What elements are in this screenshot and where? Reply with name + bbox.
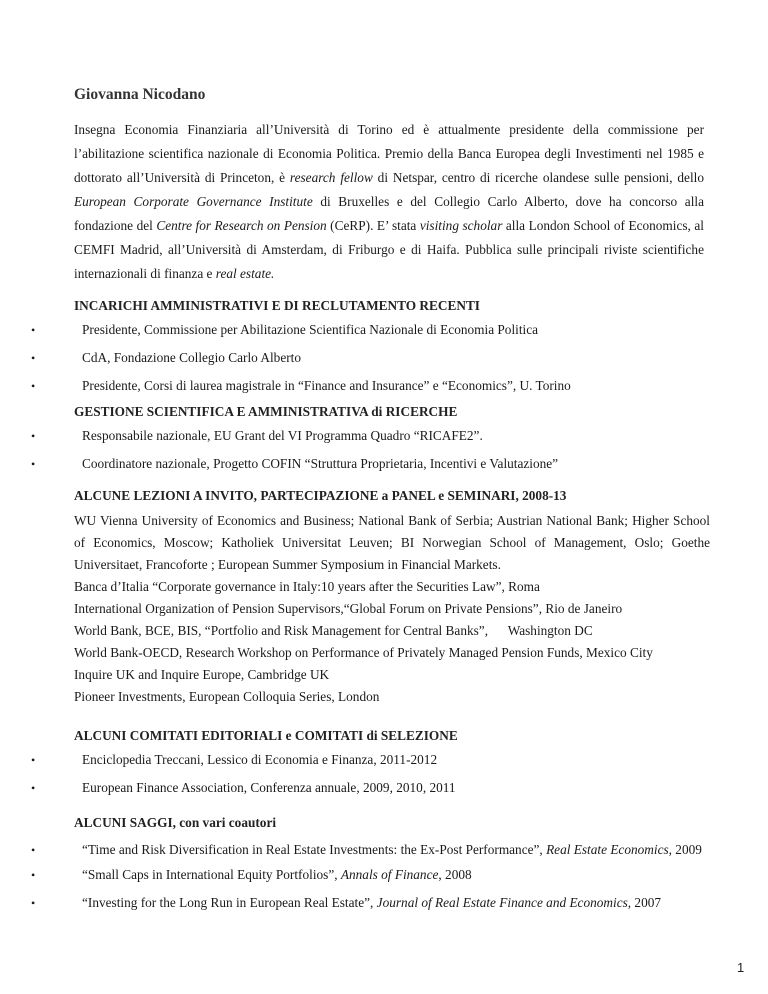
section-heading-lezioni: ALCUNE LEZIONI A INVITO, PARTECIPAZIONE a PANEL e SEMINARI, 2008-13 (74, 488, 567, 503)
lezioni-paragraph: WU Vienna University of Economics and Business; National Bank of Serbia; Austrian National Bank; Higher School of Economics, Moscow; Katholiek Universitat Leuven; BI Norwegian School of Management, Oslo; Goethe Universitaet, Francoforte ; European Summer Symposium in Financial Markets. (74, 513, 710, 572)
bio-italic: real estate. (215, 266, 275, 281)
section-heading-comitati: ALCUNI COMITATI EDITORIALI e COMITATI di SELEZIONE (74, 728, 458, 743)
list-item-text: Presidente, Corsi di laurea magistrale in “Finance and Insurance” e “Economics”, U. Torino (82, 378, 571, 393)
lezioni-line: Pioneer Investments, European Colloquia Series, London (74, 689, 380, 704)
bullet-icon: • (31, 868, 36, 882)
lezioni-line: International Organization of Pension Supervisors,“Global Forum on Private Pensions”, Rio de Janeiro (74, 601, 623, 616)
bio-italic: research fellow (289, 170, 373, 185)
section-heading-gestione: GESTIONE SCIENTIFICA E AMMINISTRATIVA di RICERCHE (74, 404, 458, 419)
list-item (0, 428, 712, 444)
paper-journal: Real Estate Economics (546, 842, 669, 857)
lezioni-line: Banca d’Italia “Corporate governance in Italy:10 years after the Securities Law”, Roma (74, 579, 540, 594)
list-item (0, 456, 712, 472)
list-item (0, 350, 712, 366)
paper-title: “Time and Risk Diversification in Real Estate Investments: the Ex-Post Performance”, (82, 842, 547, 857)
bullet-icon: • (31, 429, 36, 443)
list-item-text: Presidente, Commissione per Abilitazione Scientifica Nazionale di Economia Politica (82, 322, 539, 337)
bullet-icon: • (31, 896, 36, 910)
bio-italic: Centre for Research on Pension (156, 218, 327, 233)
list-item (0, 780, 712, 796)
list-item (0, 322, 712, 338)
list-item-text: Enciclopedia Treccani, Lessico di Economia e Finanza, 2011-2012 (82, 752, 438, 767)
list-item-text: Coordinatore nazionale, Progetto COFIN “Struttura Proprietaria, Incentivi e Valutazione” (82, 456, 559, 471)
bullet-icon: • (31, 781, 36, 795)
author-name: Giovanna Nicodano (74, 86, 206, 103)
paper-year: , 2007 (627, 895, 662, 910)
bio-text: di Bruxelles e del Collegio Carlo Alberto, dove ha concorso alla fondazione del (74, 194, 704, 233)
bullet-icon: • (31, 351, 36, 365)
bullet-icon: • (31, 379, 36, 393)
bullet-icon: • (31, 457, 36, 471)
bio-text: alla London School of Economics, al CEMFI Madrid, all’Università di Amsterdam, di Friburgo e di Haifa. Pubblica sulle principali riviste scientifiche internazionali di finanza e (74, 218, 704, 281)
bio-text: di Netspar, centro di ricerche olandese sulle pensioni, dello (372, 170, 704, 185)
list-saggi (0, 839, 768, 923)
paper-journal: Annals of Finance (340, 867, 439, 882)
list-item (0, 867, 712, 883)
paper-year: , 2008 (438, 867, 472, 882)
list-item-text: CdA, Fondazione Collegio Carlo Alberto (82, 350, 302, 365)
list-item-text: European Finance Association, Conferenza annuale, 2009, 2010, 2011 (82, 780, 456, 795)
list-item (0, 895, 712, 911)
page-number: 1 (737, 960, 745, 975)
list-item (0, 752, 712, 768)
lezioni-line: World Bank, BCE, BIS, “Portfolio and Risk Management for Central Banks”, Washington DC (74, 623, 593, 638)
list-gestione (0, 428, 768, 484)
bullet-icon: • (31, 843, 36, 857)
lezioni-line: Inquire UK and Inquire Europe, Cambridge UK (74, 667, 330, 682)
paper-title: “Small Caps in International Equity Portfolios”, (82, 867, 341, 882)
section-heading-saggi: ALCUNI SAGGI, con vari coautori (74, 815, 277, 830)
lezioni-line: World Bank-OECD, Research Workshop on Performance of Privately Managed Pension Funds, Mexico City (74, 645, 653, 660)
paper-title: “Investing for the Long Run in European Real Estate”, (82, 895, 377, 910)
bio-italic: visiting scholar (419, 218, 503, 233)
lezioni-block (74, 510, 710, 708)
list-item (0, 378, 712, 394)
list-item-text: Responsabile nazionale, EU Grant del VI Programma Quadro “RICAFE2”. (82, 428, 483, 443)
bio-text: Insegna Economia Finanziaria all’Università di Torino ed è attualmente presidente della commissione per l’abilitazione scientifica nazionale di Economia Politica. Premio della Banca Europea degli Investimenti nel 1985 e dottorato all’Università di Princeton, è (74, 122, 704, 185)
paper-journal: Journal of Real Estate Finance and Economics (376, 895, 628, 910)
section-heading-incarichi: INCARICHI AMMINISTRATIVI E DI RECLUTAMENTO RECENTI (74, 298, 480, 313)
bullet-icon: • (31, 323, 36, 337)
paper-year: , 2009 (668, 842, 702, 857)
list-comitati (0, 752, 768, 808)
bio-paragraph (74, 118, 704, 286)
bio-text: (CeRP). E’ stata (326, 218, 420, 233)
bullet-icon: • (31, 753, 36, 767)
list-item (0, 839, 712, 861)
bio-italic: European Corporate Governance Institute (74, 194, 313, 209)
list-incarichi (0, 322, 768, 406)
